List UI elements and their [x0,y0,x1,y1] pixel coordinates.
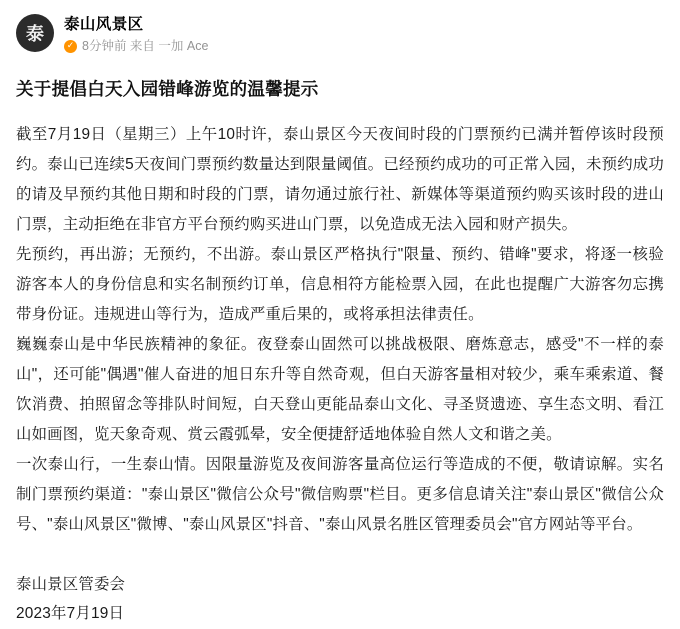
signature-block [16,570,664,628]
page-title: 关于提倡白天入园错峰游览的温馨提示 [16,79,319,99]
account-info [64,14,208,54]
verified-icon: ✓ [64,40,77,53]
article-body [16,120,664,628]
paragraph: 一次泰山行，一生泰山情。因限量游览及夜间游客量高位运行等造成的不便，敬请谅解。实名制门票预约渠道："泰山景区"微信公众号"微信购票"栏目。更多信息请关注"泰山景区"微信公众号、"泰山风景区"微博、"泰山风景区"抖音、"泰山风景名胜区管理委员会"官方网站等平台。 [16,456,664,533]
avatar-glyph: 泰 [26,24,44,45]
post-header [16,14,664,60]
paragraph: 截至7月19日（星期三）上午10时许，泰山景区今天夜间时段的门票预约已满并暂停该时段预约。泰山已连续5天夜间门票预约数量达到限量阈值。已经预约成功的可正常入园，未预约成功的请及早预约其他日期和时段的门票，请勿通过旅行社、新媒体等渠道预约购买该时段的进山门票，主动拒绝在非官方平台预约购买进山门票，以免造成无法入园和财产损失。 [16,126,664,233]
signature-org: 泰山景区管委会 [16,576,126,593]
signature-date: 2023年7月19日 [16,605,125,622]
avatar[interactable] [16,14,54,52]
post-meta [64,38,208,54]
post-meta-text: 8分钟前 来自 一加 Ace [82,39,209,53]
account-name[interactable]: 泰山风景区 [64,16,144,33]
paragraph: 先预约，再出游；无预约，不出游。泰山景区严格执行"限量、预约、错峰"要求，将逐一核验游客本人的身份信息和实名制预约订单，信息相符方能检票入园，在此也提醒广大游客勿忘携带身份证。违规进山等行为，造成严重后果的，或将承担法律责任。 [16,246,664,323]
paragraph: 巍巍泰山是中华民族精神的象征。夜登泰山固然可以挑战极限、磨炼意志，感受"不一样的泰山"，还可能"偶遇"催人奋进的旭日东升等自然奇观，但白天游客量相对较少，乘车乘索道、餐饮消费、拍照留念等排队时间短，白天登山更能品泰山文化、寻圣贤遗迹、享生态文明、看江山如画图，览天象奇观、赏云霞弧晕，安全便捷舒适地体验自然人文和谐之美。 [16,336,664,443]
